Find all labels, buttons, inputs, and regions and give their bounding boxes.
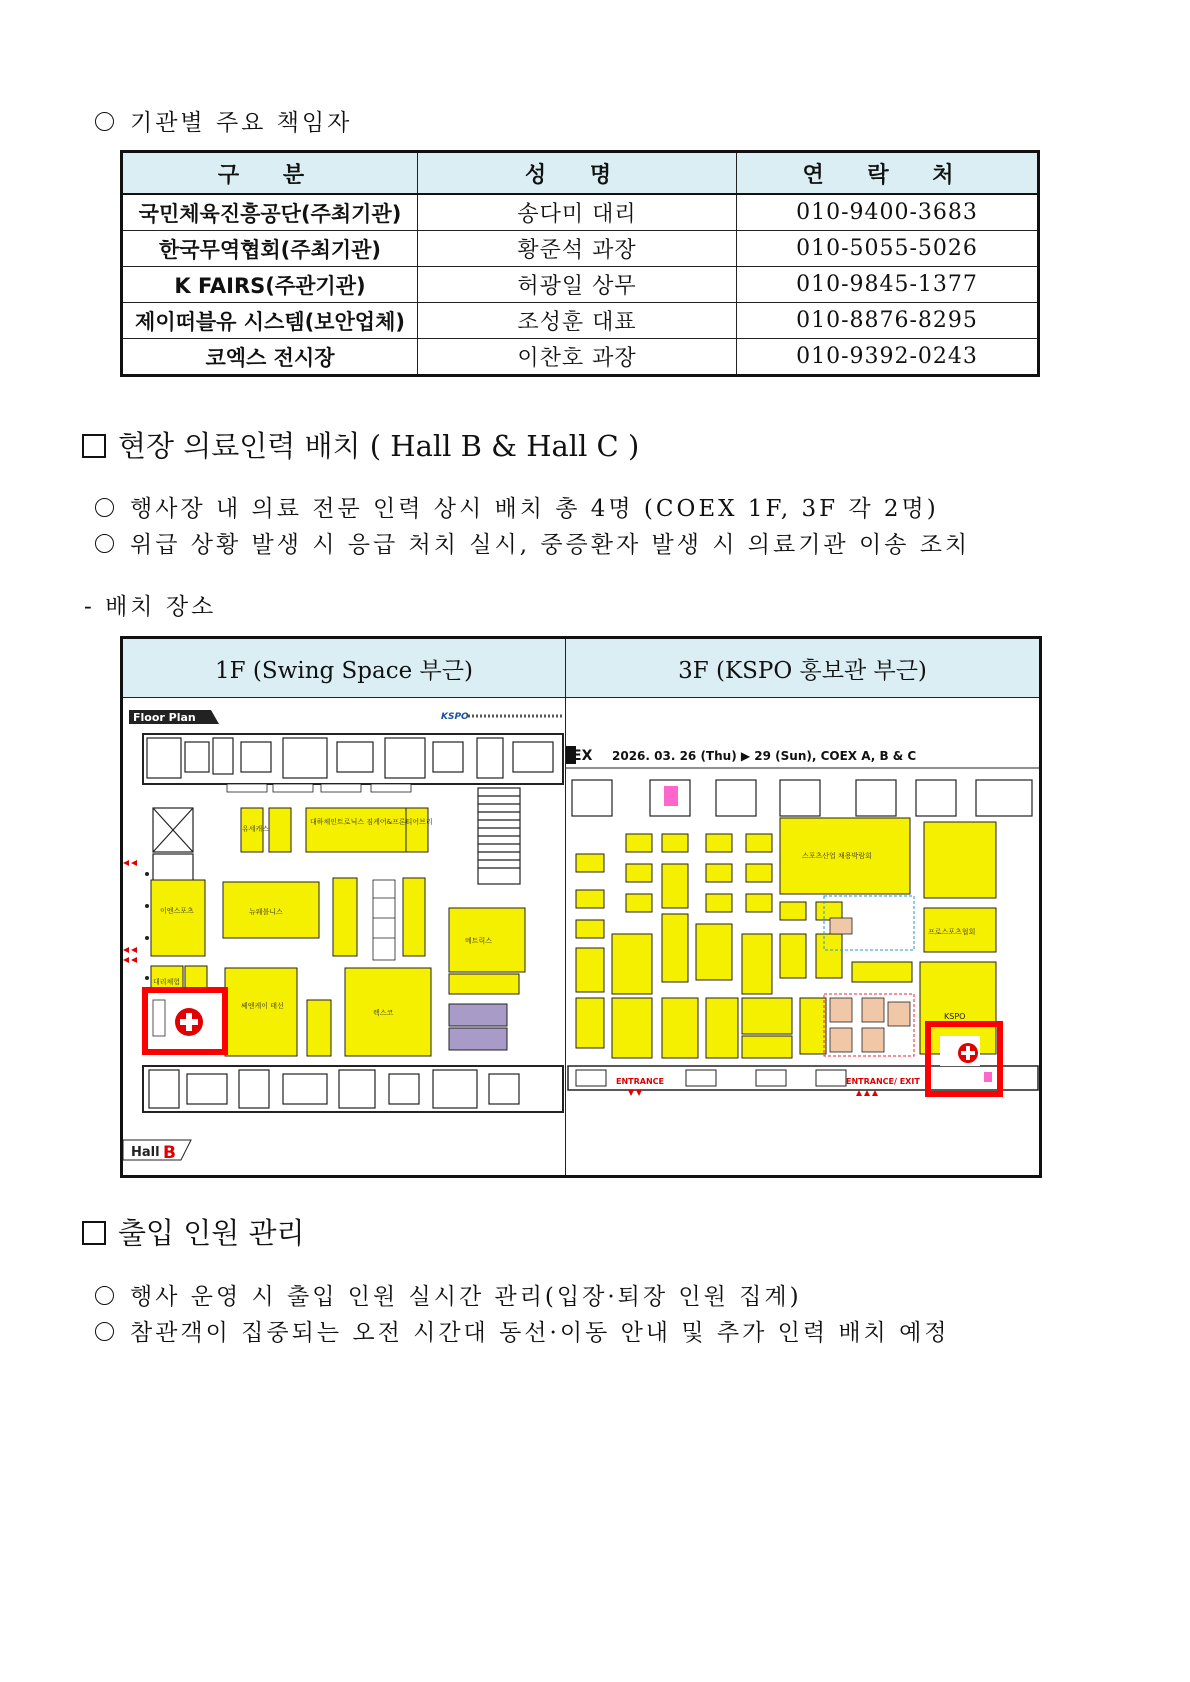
contacts-table [120,150,1040,377]
placement-label: - 배치 장소 [84,594,217,620]
circle-bullet-icon [95,534,114,553]
phone-cell: 010-5055-5026 [737,231,1039,267]
square-bullet-icon [82,434,106,458]
col-header-name: 성 명 [418,152,737,195]
name-cell: 허광일 상무 [418,267,737,303]
map-header-3f: 3F (KSPO 홍보관 부근) [566,639,1039,698]
phone-cell: 010-8876-8295 [737,303,1039,339]
booth-label: 뉴웨블니스 [249,908,283,916]
col-header-org: 구 분 [122,152,418,195]
svg-text:유세캐스: 유세캐스 [242,825,270,833]
table-header-row [122,152,1039,195]
entrance-exit-label: ENTRANCE/ EXIT [846,1077,920,1086]
first-aid-icon [958,1043,978,1063]
phone-cell: 010-9845-1377 [737,267,1039,303]
booth-label: 메트릭스 [465,937,493,945]
circle-bullet-icon [95,1286,114,1305]
square-bullet-icon [82,1221,106,1245]
booth-label: 렉스코 [373,1009,394,1017]
floor-plan-1f [123,698,565,1175]
kspo-logo: KSPO [441,712,469,722]
table-row [122,339,1039,376]
floor-plan-label: Floor Plan [133,711,196,724]
map-container [120,636,1042,1178]
table-row [122,194,1039,231]
booth-label: 대하체인트로닉스 짐케어&프론티어브리 [310,818,433,826]
floor-plan-3f [566,698,1039,1175]
section2-heading: 현장 의료인력 배치 ( Hall B & Hall C ) [82,424,639,465]
entrance-label: ENTRANCE [616,1077,664,1086]
circle-bullet-icon [95,498,114,517]
booth-label: 프로스포츠협회 [928,928,976,936]
section1-bullet: 기관별 주요 책임자 [95,104,352,137]
section2-bullet-1: 행사장 내 의료 전문 인력 상시 배치 총 4명 (COEX 1F, 3F 각 2명) [95,490,939,523]
name-cell: 송다미 대리 [418,194,737,231]
org-cell: 한국무역협회(주최기관) [122,231,418,267]
svg-text:EX: EX [572,748,593,764]
booth-label: 이엔스포츠 [160,907,194,915]
hall-label: Hall [131,1145,160,1160]
booth-label: 쎄엔케이 태선 [241,1002,284,1010]
map-header-1f: 1F (Swing Space 부근) [123,639,565,698]
event-date-line: 2026. 03. 26 (Thu) ▶ 29 (Sun), COEX A, B & C [612,749,917,763]
table-row [122,267,1039,303]
col-header-phone: 연 락 처 [737,152,1039,195]
circle-bullet-icon [95,112,114,131]
name-cell: 이찬호 과장 [418,339,737,376]
table-row [122,303,1039,339]
circle-bullet-icon [95,1322,114,1341]
phone-cell: 010-9392-0243 [737,339,1039,376]
phone-cell: 010-9400-3683 [737,194,1039,231]
org-cell: 제이떠블유 시스템(보안업체) [122,303,418,339]
org-cell: K FAIRS(주관기관) [122,267,418,303]
section3-bullet-1: 행사 운영 시 출입 인원 실시간 관리(입장·퇴장 인원 집계) [95,1278,802,1311]
name-cell: 조성훈 대표 [418,303,737,339]
name-cell: 황준석 과장 [418,231,737,267]
hall-letter: B [163,1143,176,1163]
booth-label: 스포츠산업 채용박람회 [802,852,872,860]
booth-label: 대리체험 [153,978,181,986]
booth-label: KSPO [944,1012,966,1021]
section2-bullet-2: 위급 상황 발생 시 응급 처치 실시, 중증환자 발생 시 의료기관 이송 조치 [95,526,970,559]
table-row [122,231,1039,267]
org-cell: 국민체육진흥공단(주최기관) [122,194,418,231]
section3-heading: 출입 인원 관리 [82,1211,305,1252]
org-cell: 코엑스 전시장 [122,339,418,376]
section3-bullet-2: 참관객이 집중되는 오전 시간대 동선·이동 안내 및 추가 인력 배치 예정 [95,1314,950,1347]
first-aid-icon [175,1008,203,1036]
